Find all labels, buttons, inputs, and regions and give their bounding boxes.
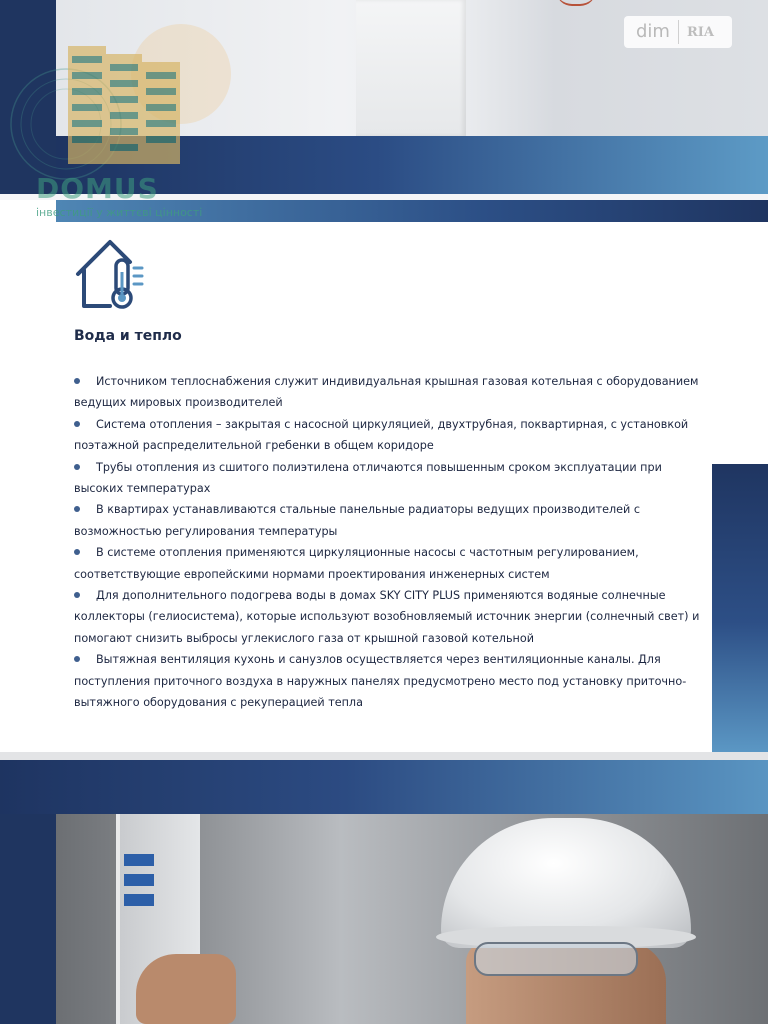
list-item: Система отопления – закрытая с насосной циркуляцией, двухтрубная, поквартирная, с установкой поэтажной распределительной гребенки в общем коридоре <box>74 417 689 453</box>
bullet-icon <box>74 378 80 384</box>
list-item: Вытяжная вентиляция кухонь и санузлов осуществляется через вентиляционные каналы. Для поступления приточного воздуха в наружных панелях предусмотрено место под установку приточно-вытяжного оборудования с рекуперацией тепла <box>74 653 687 710</box>
thermostat-dial <box>556 0 596 6</box>
breaker-module <box>124 894 154 906</box>
breaker-module <box>124 854 154 866</box>
bullet-icon <box>74 549 80 555</box>
engineer-photo <box>56 814 768 1024</box>
safety-goggles <box>474 942 638 976</box>
domus-wordmark: DOMUS <box>36 172 159 205</box>
bullet-icon <box>74 506 80 512</box>
dimria-ria-text: RIA <box>686 24 714 40</box>
wall-panel <box>356 0 466 136</box>
bullet-icon <box>74 592 80 598</box>
dimria-watermark <box>624 16 732 48</box>
bottom-gradient-band <box>0 760 768 814</box>
house-thermometer-icon <box>72 236 152 312</box>
breaker-module <box>124 874 154 886</box>
list-item: В квартирах устанавливаются стальные панельные радиаторы ведущих производителей с возможностью регулирования температуры <box>74 503 640 538</box>
domus-tagline: інвестиції у життєві цінності <box>36 206 203 219</box>
list-item: Источником теплоснабжения служит индивидуальная крышная газовая котельная с оборудованием ведущих мировых производителей <box>74 375 699 410</box>
dimria-dim-text: dim <box>624 20 679 44</box>
divider-strip-bottom <box>0 752 768 760</box>
left-navy-stripe-bottom <box>0 814 56 1024</box>
right-gradient-bar <box>712 464 768 752</box>
bullet-icon <box>74 421 80 427</box>
list-item: В системе отопления применяются циркуляционные насосы с частотным регулированием, соответствующие европейскими нормами проектирования инженерных систем <box>74 546 639 581</box>
feature-list <box>74 371 704 714</box>
bullet-icon <box>74 656 80 662</box>
worker-hand <box>136 954 236 1024</box>
bullet-icon <box>74 464 80 470</box>
list-item: Трубы отопления из сшитого полиэтилена отличаются повышенным сроком эксплуатации при высоких температурах <box>74 460 662 496</box>
right-white-area <box>712 222 768 464</box>
section-title: Вода и тепло <box>74 328 182 344</box>
list-item: Для дополнительного подогрева воды в домах SKY CITY PLUS применяются водяные солнечные коллекторы (гелиосистема), которые используют возобновляемый источник энергии (солнечный свет) и помогают снизить выбросы углекислого газа от крышной газовой котельной <box>74 589 700 645</box>
